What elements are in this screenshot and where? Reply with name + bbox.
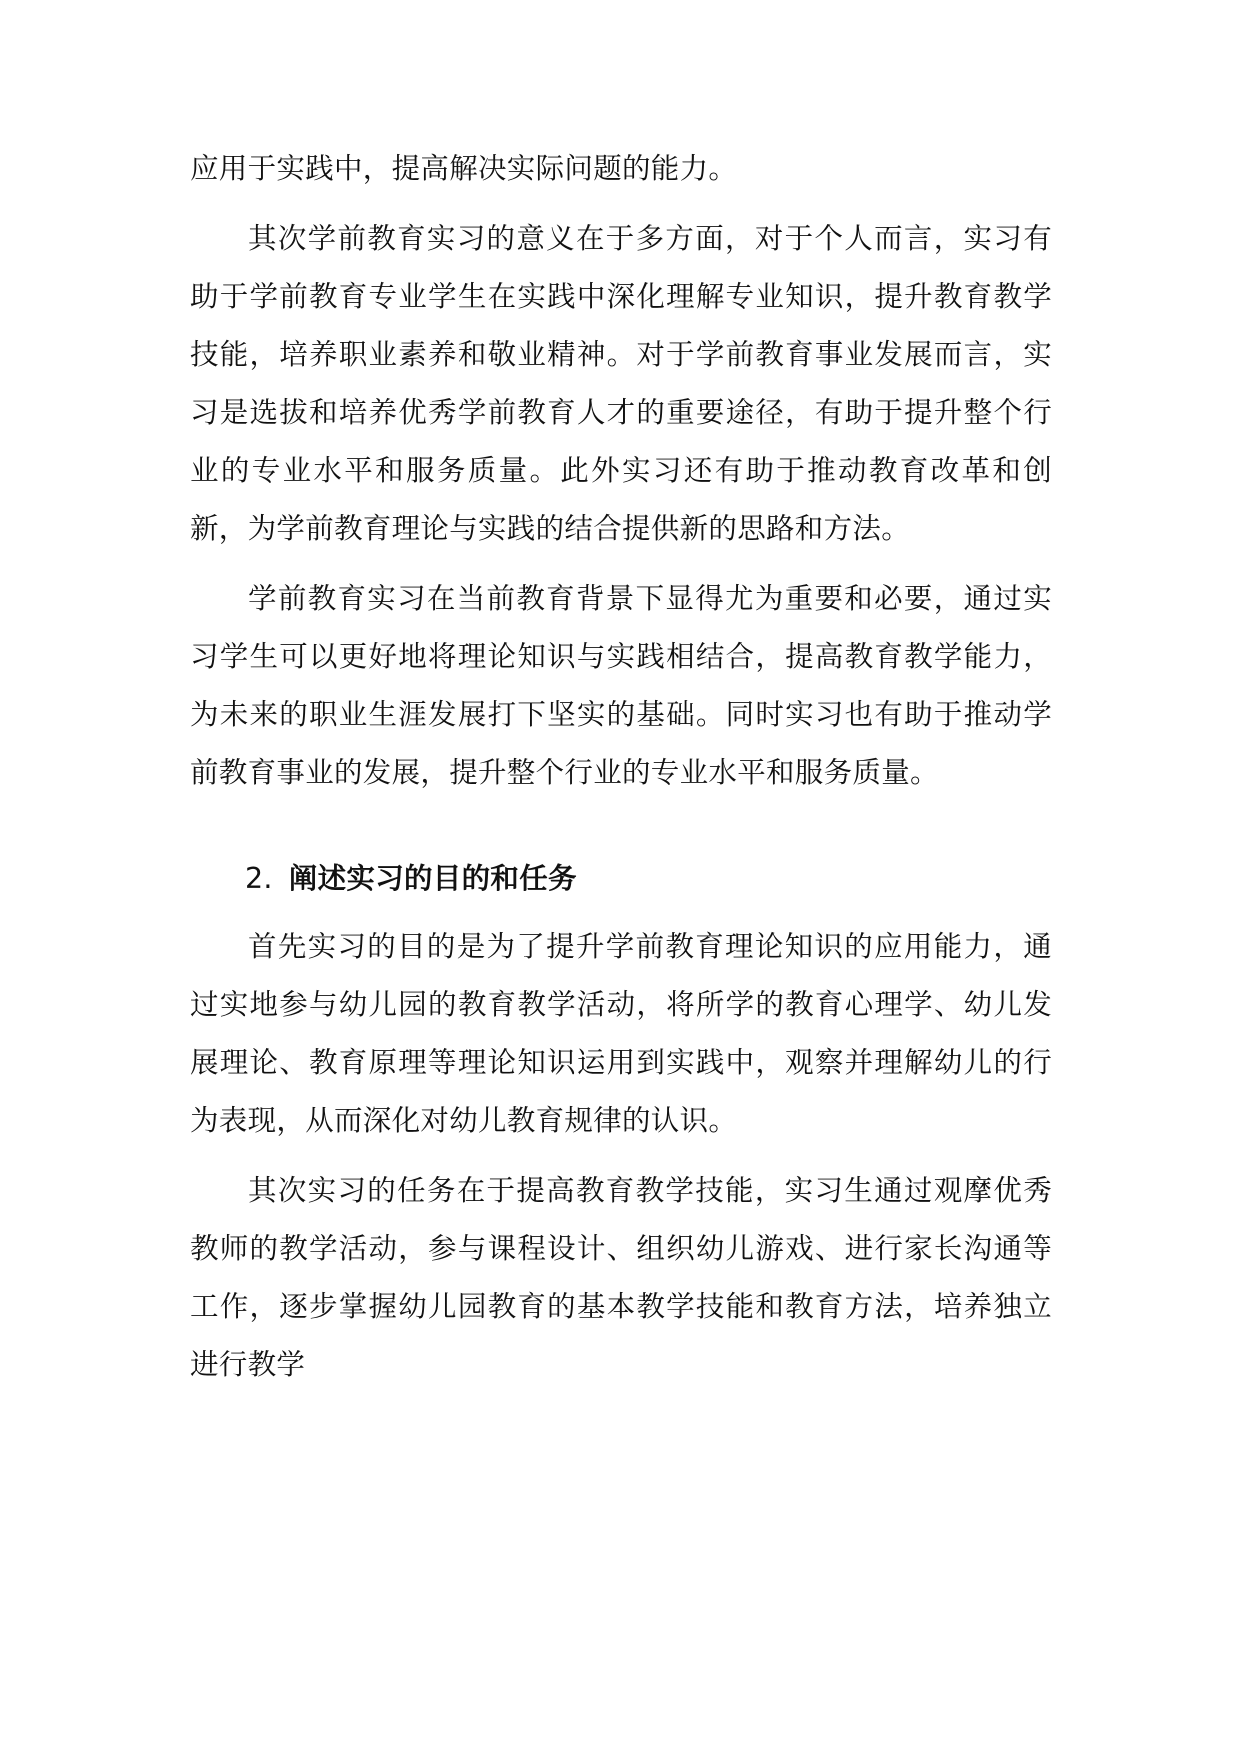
paragraph-purpose: 首先实习的目的是为了提升学前教育理论知识的应用能力，通过实地参与幼儿园的教育教学活动，将所学的教育心理学、幼儿发展理论、教育原理等理论知识运用到实践中，观察并理解幼儿的行为表现，从而深化对幼儿教育规律的认识。 [190,930,1052,1137]
document-body [190,140,1052,1394]
paragraph-continuation: 应用于实践中，提高解决实际问题的能力。 [190,152,738,185]
paragraph-importance: 学前教育实习在当前教育背景下显得尤为重要和必要，通过实习学生可以更好地将理论知识与实践相结合，提高教育教学能力，为未来的职业生涯发展打下坚实的基础。同时实习也有助于推动学前教育事业的发展，提升整个行业的专业水平和服务质量。 [190,582,1052,789]
section-title: 阐述实习的目的和任务 [288,862,577,895]
section-number: 2. [245,862,273,895]
section-heading [190,850,1052,908]
paragraph-significance: 其次学前教育实习的意义在于多方面，对于个人而言，实习有助于学前教育专业学生在实践中深化理解专业知识，提升教育教学技能，培养职业素养和敬业精神。对于学前教育事业发展而言，实习是选拔和培养优秀学前教育人才的重要途径，有助于提升整个行业的专业水平和服务质量。此外实习还有助于推动教育改革和创新，为学前教育理论与实践的结合提供新的思路和方法。 [190,222,1052,545]
paragraph-tasks: 其次实习的任务在于提高教育教学技能，实习生通过观摩优秀教师的教学活动，参与课程设计、组织幼儿游戏、进行家长沟通等工作，逐步掌握幼儿园教育的基本教学技能和教育方法，培养独立进行教学 [190,1174,1052,1381]
